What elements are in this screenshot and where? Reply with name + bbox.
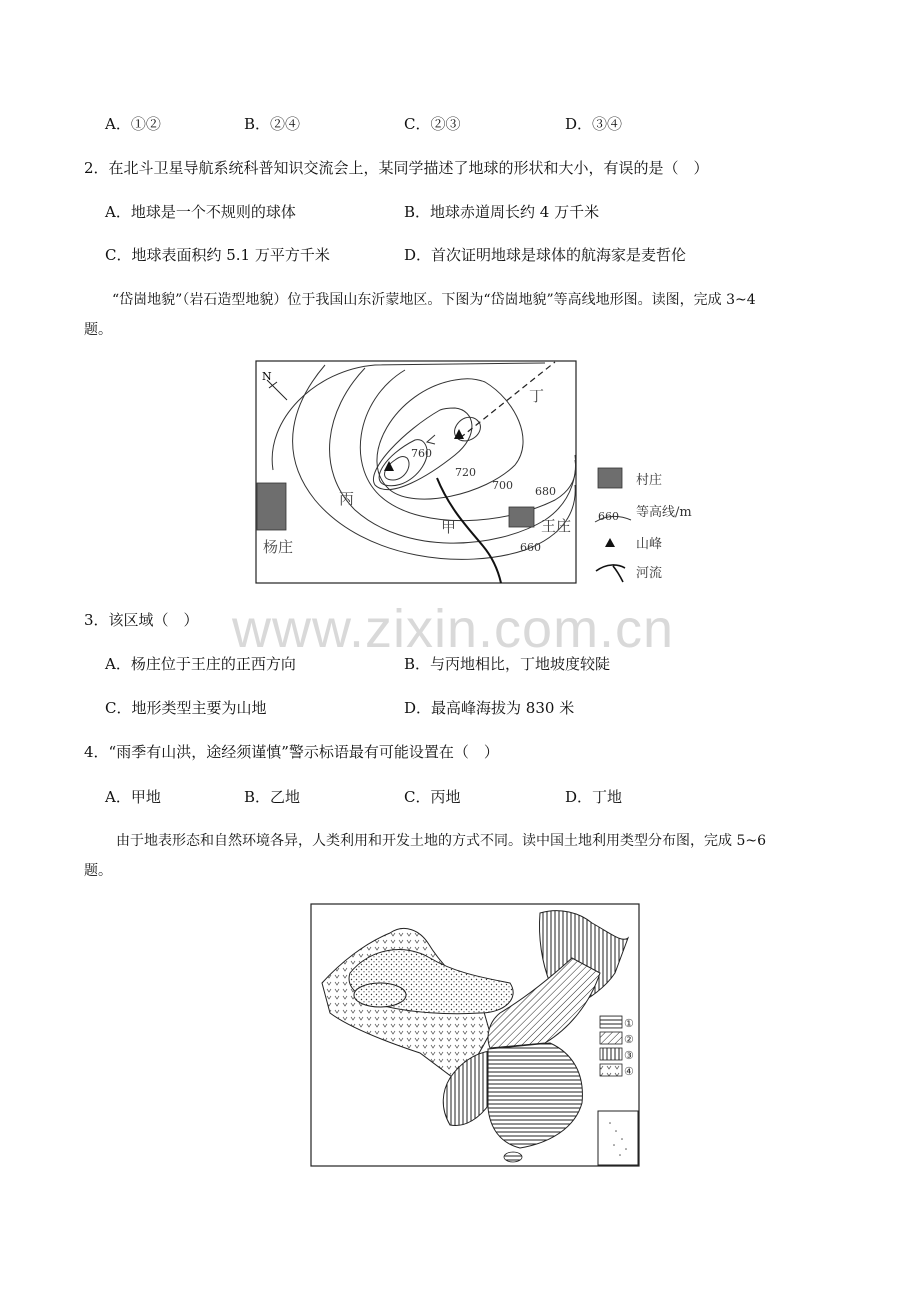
contour-label-660: 660 (520, 541, 541, 554)
contour-map-figure (255, 360, 692, 586)
south-china-sea-inset (598, 1111, 638, 1165)
q4-option-a: A．甲地 (105, 788, 161, 806)
intro-3-4-line1: “岱崮地貌”（岩石造型地貌）位于我国山东沂蒙地区。下图为“岱崮地貌”等高线地形图。读图，完成 3~4 (112, 292, 756, 308)
legend-2-label: ② (624, 1033, 634, 1046)
legend-river-icon (596, 565, 625, 582)
china-land-use-map (310, 903, 640, 1167)
basin (354, 983, 406, 1007)
legend-1-label: ① (624, 1017, 634, 1030)
contour-label-720: 720 (455, 466, 476, 479)
legend-3-label: ③ (624, 1049, 634, 1062)
legend-village-swatch (598, 468, 622, 488)
q1-option-a: A．①② (105, 115, 161, 133)
legend-1-swatch (600, 1016, 622, 1028)
label-wangzhuang: 王庄 (541, 517, 572, 535)
q3-option-b: B．与丙地相比，丁地坡度较陡 (404, 655, 611, 673)
q4-stem: 4．“雨季有山洪，途经须谨慎”警示标语最有可能设置在（ ） (84, 743, 499, 761)
contour-label-700: 700 (492, 479, 513, 492)
q2-stem: 2．在北斗卫星导航系统科普知识交流会上，某同学描述了地球的形状和大小，有误的是（ ） (84, 159, 709, 177)
label-jia: 甲 (441, 518, 457, 536)
q3-option-c: C．地形类型主要为山地 (105, 699, 267, 717)
legend-3-swatch (600, 1048, 622, 1060)
intro-5-6-line1: 由于地表形态和自然环境各异，人类利用和开发土地的方式不同。读中国土地利用类型分布图，完成 5~6 (116, 833, 766, 849)
label-yangzhuang: 杨庄 (263, 538, 294, 556)
north-label: N (262, 370, 272, 383)
legend-peak-icon (605, 538, 615, 547)
legend-river-label: 河流 (636, 566, 663, 581)
q2-option-d: D．首次证明地球是球体的航海家是麦哲伦 (404, 246, 687, 264)
label-ding: 丁 (529, 387, 545, 405)
village-yangzhuang (257, 483, 286, 530)
contour-label-760: 760 (411, 447, 432, 460)
q1-option-c: C．②③ (404, 115, 461, 133)
village-wangzhuang (509, 507, 534, 527)
q4-option-b: B．乙地 (244, 788, 301, 806)
q2-option-b: B．地球赤道周长约 4 万千米 (404, 203, 600, 221)
q4-option-c: C．丙地 (404, 788, 461, 806)
legend-2-swatch (600, 1032, 622, 1044)
contour-map-legend (595, 468, 692, 582)
legend-contour-value: 660 (598, 510, 619, 523)
label-bing: 丙 (339, 490, 355, 508)
hainan-island (504, 1152, 522, 1162)
q2-option-c: C．地球表面积约 5.1 万平方千米 (105, 246, 330, 264)
legend-4-swatch (600, 1064, 622, 1076)
intro-5-6-line2: 题。 (84, 863, 112, 879)
legend-village-label: 村庄 (636, 473, 663, 488)
q4-option-d: D．丁地 (565, 788, 623, 806)
q1-option-b: B．②④ (244, 115, 301, 133)
contour-label-680: 680 (535, 485, 556, 498)
legend-4-label: ④ (624, 1065, 634, 1078)
q3-option-a: A．杨庄位于王庄的正西方向 (105, 655, 296, 673)
watermark: www.zixin.com.cn (232, 599, 675, 659)
legend-contour-label: 等高线/m (636, 505, 692, 520)
q1-option-d: D．③④ (565, 115, 623, 133)
legend-peak-label: 山峰 (636, 537, 663, 552)
q3-option-d: D．最高峰海拔为 830 米 (404, 699, 575, 717)
intro-3-4-line2: 题。 (84, 322, 112, 338)
q2-option-a: A．地球是一个不规则的球体 (105, 203, 296, 221)
q3-stem: 3．该区域（ ） (84, 611, 199, 629)
